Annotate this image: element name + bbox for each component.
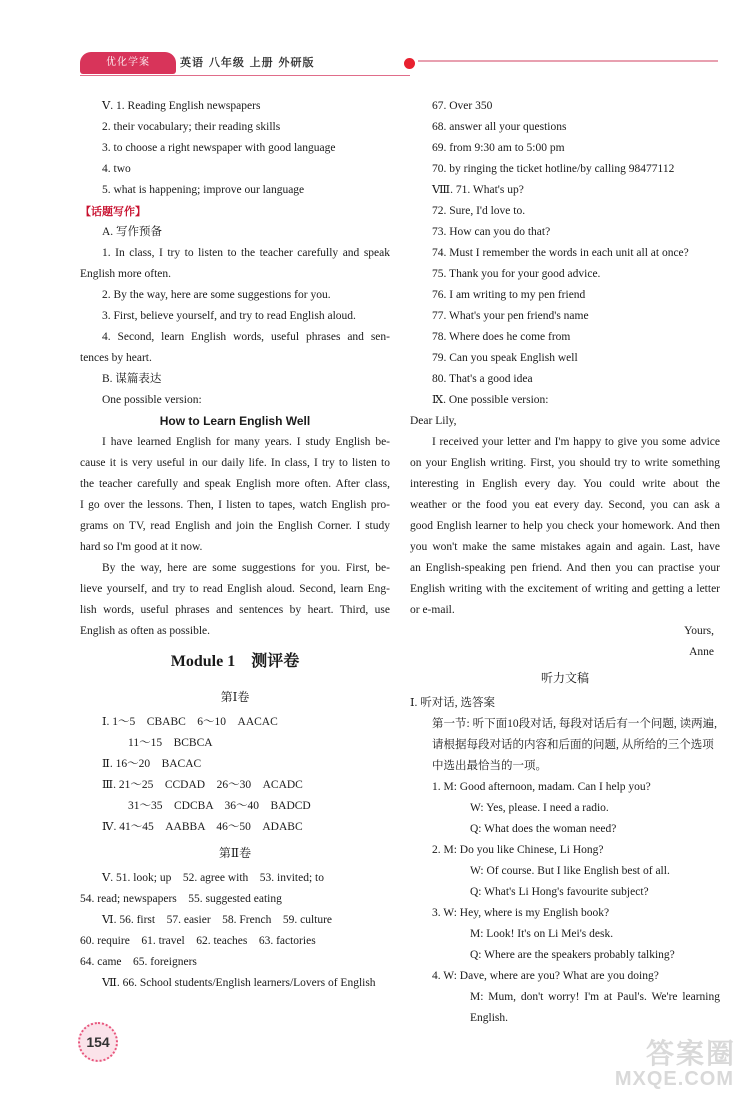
- answer-line: 69. from 9:30 am to 5:00 pm: [432, 142, 565, 154]
- dialogue-line: W: Of course. But I like English best of all.: [470, 865, 670, 877]
- answer-line: 77. What's your pen friend's name: [432, 310, 589, 322]
- dialogue-line: 4. W: Dave, where are you? What are you doing?: [432, 970, 659, 982]
- right-column: [410, 96, 720, 1029]
- letter-line: I received your letter and I'm happy to give you some advice: [432, 436, 720, 448]
- essay-title: How to Learn English Well: [159, 414, 311, 428]
- answer-key-line: 64. came 65. foreigners: [80, 956, 197, 968]
- answer-line: 70. by ringing the ticket hotline/by calling 98477112: [432, 163, 675, 175]
- answer-key-line: Ⅲ. 21～25 CCDAD 26～30 ACADC: [102, 779, 303, 791]
- part-one-title: 第Ⅰ卷: [220, 690, 250, 704]
- answer-line: 68. answer all your questions: [432, 121, 567, 133]
- header-dot-icon: [404, 58, 415, 69]
- letter-line: good English learner to help you check your homework. And then: [410, 520, 720, 532]
- answer-line: 3. to choose a right newspaper with good language: [102, 142, 336, 154]
- dialogue-line: 2. M: Do you like Chinese, Li Hong?: [432, 844, 604, 856]
- answer-line: 78. Where does he come from: [432, 331, 571, 343]
- answer-key-line: 11～15 BCBCA: [128, 737, 213, 749]
- essay-line: I have learned English for many years. I study English be-: [102, 436, 390, 448]
- answer-line: 76. I am writing to my pen friend: [432, 289, 586, 301]
- essay-line: By the way, here are some suggestions for you. First, be-: [102, 562, 390, 574]
- dialogue-line: 1. M: Good afternoon, madam. Can I help you?: [432, 781, 651, 793]
- section-b-title: B. 谋篇表达: [102, 373, 162, 385]
- transcript-title: 听力文稿: [540, 671, 589, 685]
- answer-key-line: Ⅴ. 51. look; up 52. agree with 53. invited; to: [102, 872, 324, 884]
- text-line: 2. By the way, here are some suggestions for you.: [102, 289, 331, 301]
- essay-line: English as often as possible.: [80, 625, 210, 637]
- answer-key-line: Ⅵ. 56. first 57. easier 58. French 59. culture: [102, 914, 333, 926]
- answer-line: 80. That's a good idea: [432, 373, 533, 385]
- text-line: 1. In class, I try to listen to the teacher carefully and speak: [102, 247, 390, 259]
- dialogue-line: Q: What's Li Hong's favourite subject?: [470, 886, 649, 898]
- listening-intro: 第一节: 听下面10段对话, 每段对话后有一个问题, 读两遍, 请根据每段对话的内容和后面的问题, 从所给的三个选项中选出最恰当的一项。: [432, 718, 717, 772]
- dialogue-line: M: Look! It's on Li Mei's desk.: [470, 928, 614, 940]
- essay-line: lieve yourself, and try to read English aloud. Second, learn Eng-: [80, 583, 390, 595]
- header-tab: 优化学案: [80, 52, 176, 74]
- text-line: 3. First, believe yourself, and try to read English aloud.: [102, 310, 356, 322]
- text-line: tences by heart.: [80, 352, 152, 364]
- answer-line: 2. their vocabulary; their reading skills: [102, 121, 281, 133]
- answer-key-line: 31～35 CDCBA 36～40 BADCD: [128, 800, 311, 812]
- letter-line: an English-speaking pen friend. And then you can practise your: [410, 562, 720, 574]
- watermark-url: MXQE.COM: [614, 1068, 734, 1090]
- listening-title: Ⅰ. 听对话, 选答案: [410, 697, 496, 709]
- essay-line: grams on TV, read English and join the English Corner. I study: [80, 520, 390, 532]
- text-line: 4. Second, learn English words, useful phrases and sen-: [102, 331, 390, 343]
- answer-line: Ⅴ. 1. Reading English newspapers: [102, 100, 261, 112]
- answer-line: 4. two: [102, 163, 131, 175]
- letter-line: interesting in English every day. You could write about the: [410, 478, 720, 490]
- answer-line: 74. Must I remember the words in each unit all at once?: [432, 247, 689, 259]
- letter-line: on your English writing. First, you should try to write something: [410, 457, 720, 469]
- answer-key-line: Ⅶ. 66. School students/English learners/Lovers of English: [102, 977, 376, 989]
- dialogue-line: W: Yes, please. I need a radio.: [470, 802, 609, 814]
- dialogue-line: 3. W: Hey, where is my English book?: [432, 907, 610, 919]
- dialogue-line: Q: Where are the speakers probably talking?: [470, 949, 675, 961]
- answer-key-line: Ⅱ. 16～20 BACAC: [102, 758, 202, 770]
- dialogue-line: English.: [470, 1012, 509, 1024]
- answer-line: 73. How can you do that?: [432, 226, 551, 238]
- letter-greeting: Dear Lily,: [410, 415, 457, 427]
- essay-line: I go over the lessons. Then, I listen to tapes, watch English pro-: [80, 499, 390, 511]
- dialogue-line: Q: What does the woman need?: [470, 823, 617, 835]
- header-rule: [418, 60, 718, 62]
- essay-line: lish words, useful phrases and sentences by heart. Third, use: [80, 604, 390, 616]
- answer-key-line: 54. read; newspapers 55. suggested eating: [80, 893, 282, 905]
- header-label: 英语 八年级 上册 外研版: [180, 56, 315, 69]
- text-line: One possible version:: [102, 394, 202, 406]
- answer-line: Ⅷ. 71. What's up?: [432, 184, 524, 196]
- answer-key-line: Ⅳ. 41～45 AABBA 46～50 ADABC: [102, 821, 303, 833]
- header-underline: [80, 75, 410, 76]
- letter-line: English writing with the excitement of writing and getting a letter: [410, 583, 720, 595]
- page-number: 154: [78, 1022, 118, 1062]
- answer-line: 79. Can you speak English well: [432, 352, 578, 364]
- answer-line: 75. Thank you for your good advice.: [432, 268, 601, 280]
- module-title: Module 1 测评卷: [170, 653, 300, 670]
- dialogue-line: M: Mum, don't worry! I'm at Paul's. We're learning: [470, 991, 720, 1003]
- answer-line: 72. Sure, I'd love to.: [432, 205, 526, 217]
- letter-line: or e-mail.: [410, 604, 455, 616]
- part-two-title: 第Ⅱ卷: [218, 846, 252, 860]
- letter-closing: Yours,: [684, 625, 714, 637]
- section-a-title: A. 写作预备: [102, 226, 163, 238]
- page-header: [0, 48, 750, 82]
- text-line: English more often.: [80, 268, 172, 280]
- left-column: [80, 96, 390, 994]
- essay-line: hard so I'm good at it now.: [80, 541, 203, 553]
- answer-key-line: 60. require 61. travel 62. teaches 63. factories: [80, 935, 316, 947]
- answer-key-line: Ⅰ. 1～5 CBABC 6～10 AACAC: [102, 716, 278, 728]
- answer-line: Ⅸ. One possible version:: [432, 394, 549, 406]
- letter-line: you won't make the same mistakes again and again. Last, have: [410, 541, 720, 553]
- letter-signature: Anne: [689, 646, 714, 658]
- essay-line: the teacher carefully and speak English more often. After class,: [80, 478, 390, 490]
- answer-line: 5. what is happening; improve our language: [102, 184, 305, 196]
- answer-line: 67. Over 350: [432, 100, 493, 112]
- essay-line: cause it is very useful in our daily life. In class, I try to listen to: [80, 457, 390, 469]
- topic-writing-tag: 【话题写作】: [80, 205, 146, 218]
- letter-line: weather or the food you eat every day. Second, you can ask a: [410, 499, 720, 511]
- watermark-logo: 答案圈: [645, 1037, 736, 1070]
